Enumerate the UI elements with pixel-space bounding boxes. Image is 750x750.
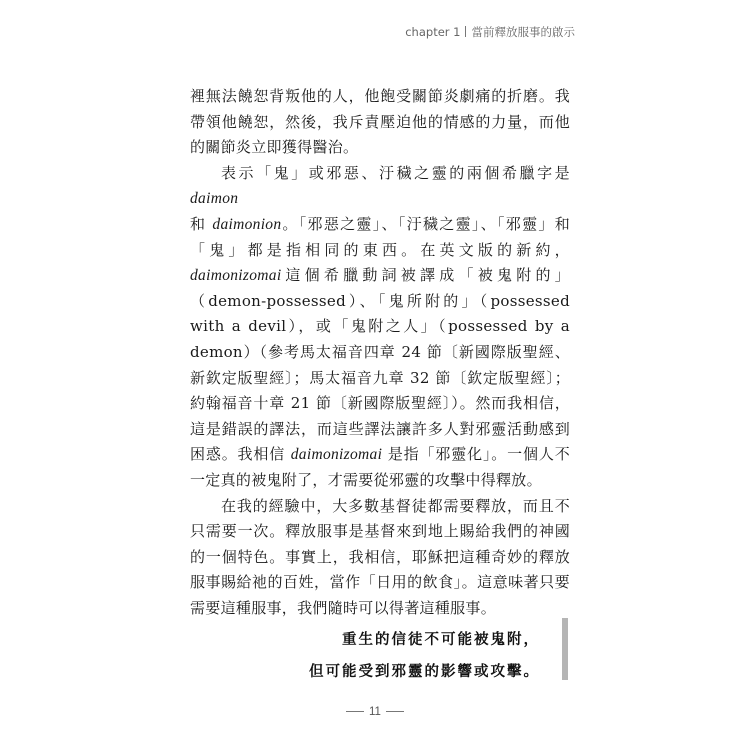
greek-word: daimonizomai [290,446,383,464]
text-run: 。「邪惡之靈」、「汙穢之靈」、「邪靈」和「鬼」都是指相同的東西。在英文版的新約， [190,214,570,259]
greek-word: daimon [190,190,239,208]
header-divider [465,26,466,37]
paragraph-daimon [190,161,570,494]
body-text [190,84,570,621]
footer-dash-left [346,711,364,712]
pull-quote [300,624,540,688]
greek-word: daimonion [212,215,282,233]
page-number: 11 [369,706,381,718]
chapter-number: 1 [453,25,461,39]
running-header [405,24,575,40]
pull-quote-line-2: 但可能受到邪靈的影響或攻擊。 [309,664,540,680]
footer-dash-right [386,711,404,712]
greek-word: daimonizomai [190,267,282,285]
pull-quote-bar [562,618,568,680]
page-footer [0,706,750,718]
paragraph-continued: 裡無法饒恕背叛他的人，他飽受關節炎劇痛的折磨。我帶領他饒恕，然後，我斥責壓迫他的情感的力量，而他的關節炎立即獲得醫治。 [190,87,570,157]
pull-quote-line-1: 重生的信徒不可能被鬼附， [342,632,540,648]
text-run: 和 [190,214,213,233]
text-run: 是指「邪靈化」。一個人不一定真的被鬼附了，才需要從邪靈的攻擊中得釋放。 [190,445,571,489]
paragraph-experience: 在我的經驗中，大多數基督徒都需要釋放，而且不只需要一次。釋放服事是基督來到地上賜給我們的神國的一個特色。事實上，我相信，耶穌把這種奇妙的釋放服事賜給祂的百姓，當作「日用的飲食」。這意味著只要需要這種服事，我們隨時可以得著這種服事。 [190,496,570,617]
chapter-title: 當前釋放服事的啟示 [471,25,575,39]
chapter-label: chapter [405,25,450,39]
text-run: 這個希臘動詞被譯成「被鬼附的」（demon-possessed）、「鬼所附的」（possessed with a devil），或「鬼附之人」（possessed by a demon）（參考馬太福音四章 24 節〔新國際版聖經、新欽定版聖經〕；馬太福音九章 32 節〔欽定版聖經〕；約翰福音十章 21 節〔新國際版聖經〕）。然而我相信，這是錯誤的譯法，而這些譯法讓許多人對邪靈活動感到困惑。我相信 [190,266,570,464]
text-run: 表示「鬼」或邪惡、汙穢之靈的兩個希臘字是 [221,163,570,182]
